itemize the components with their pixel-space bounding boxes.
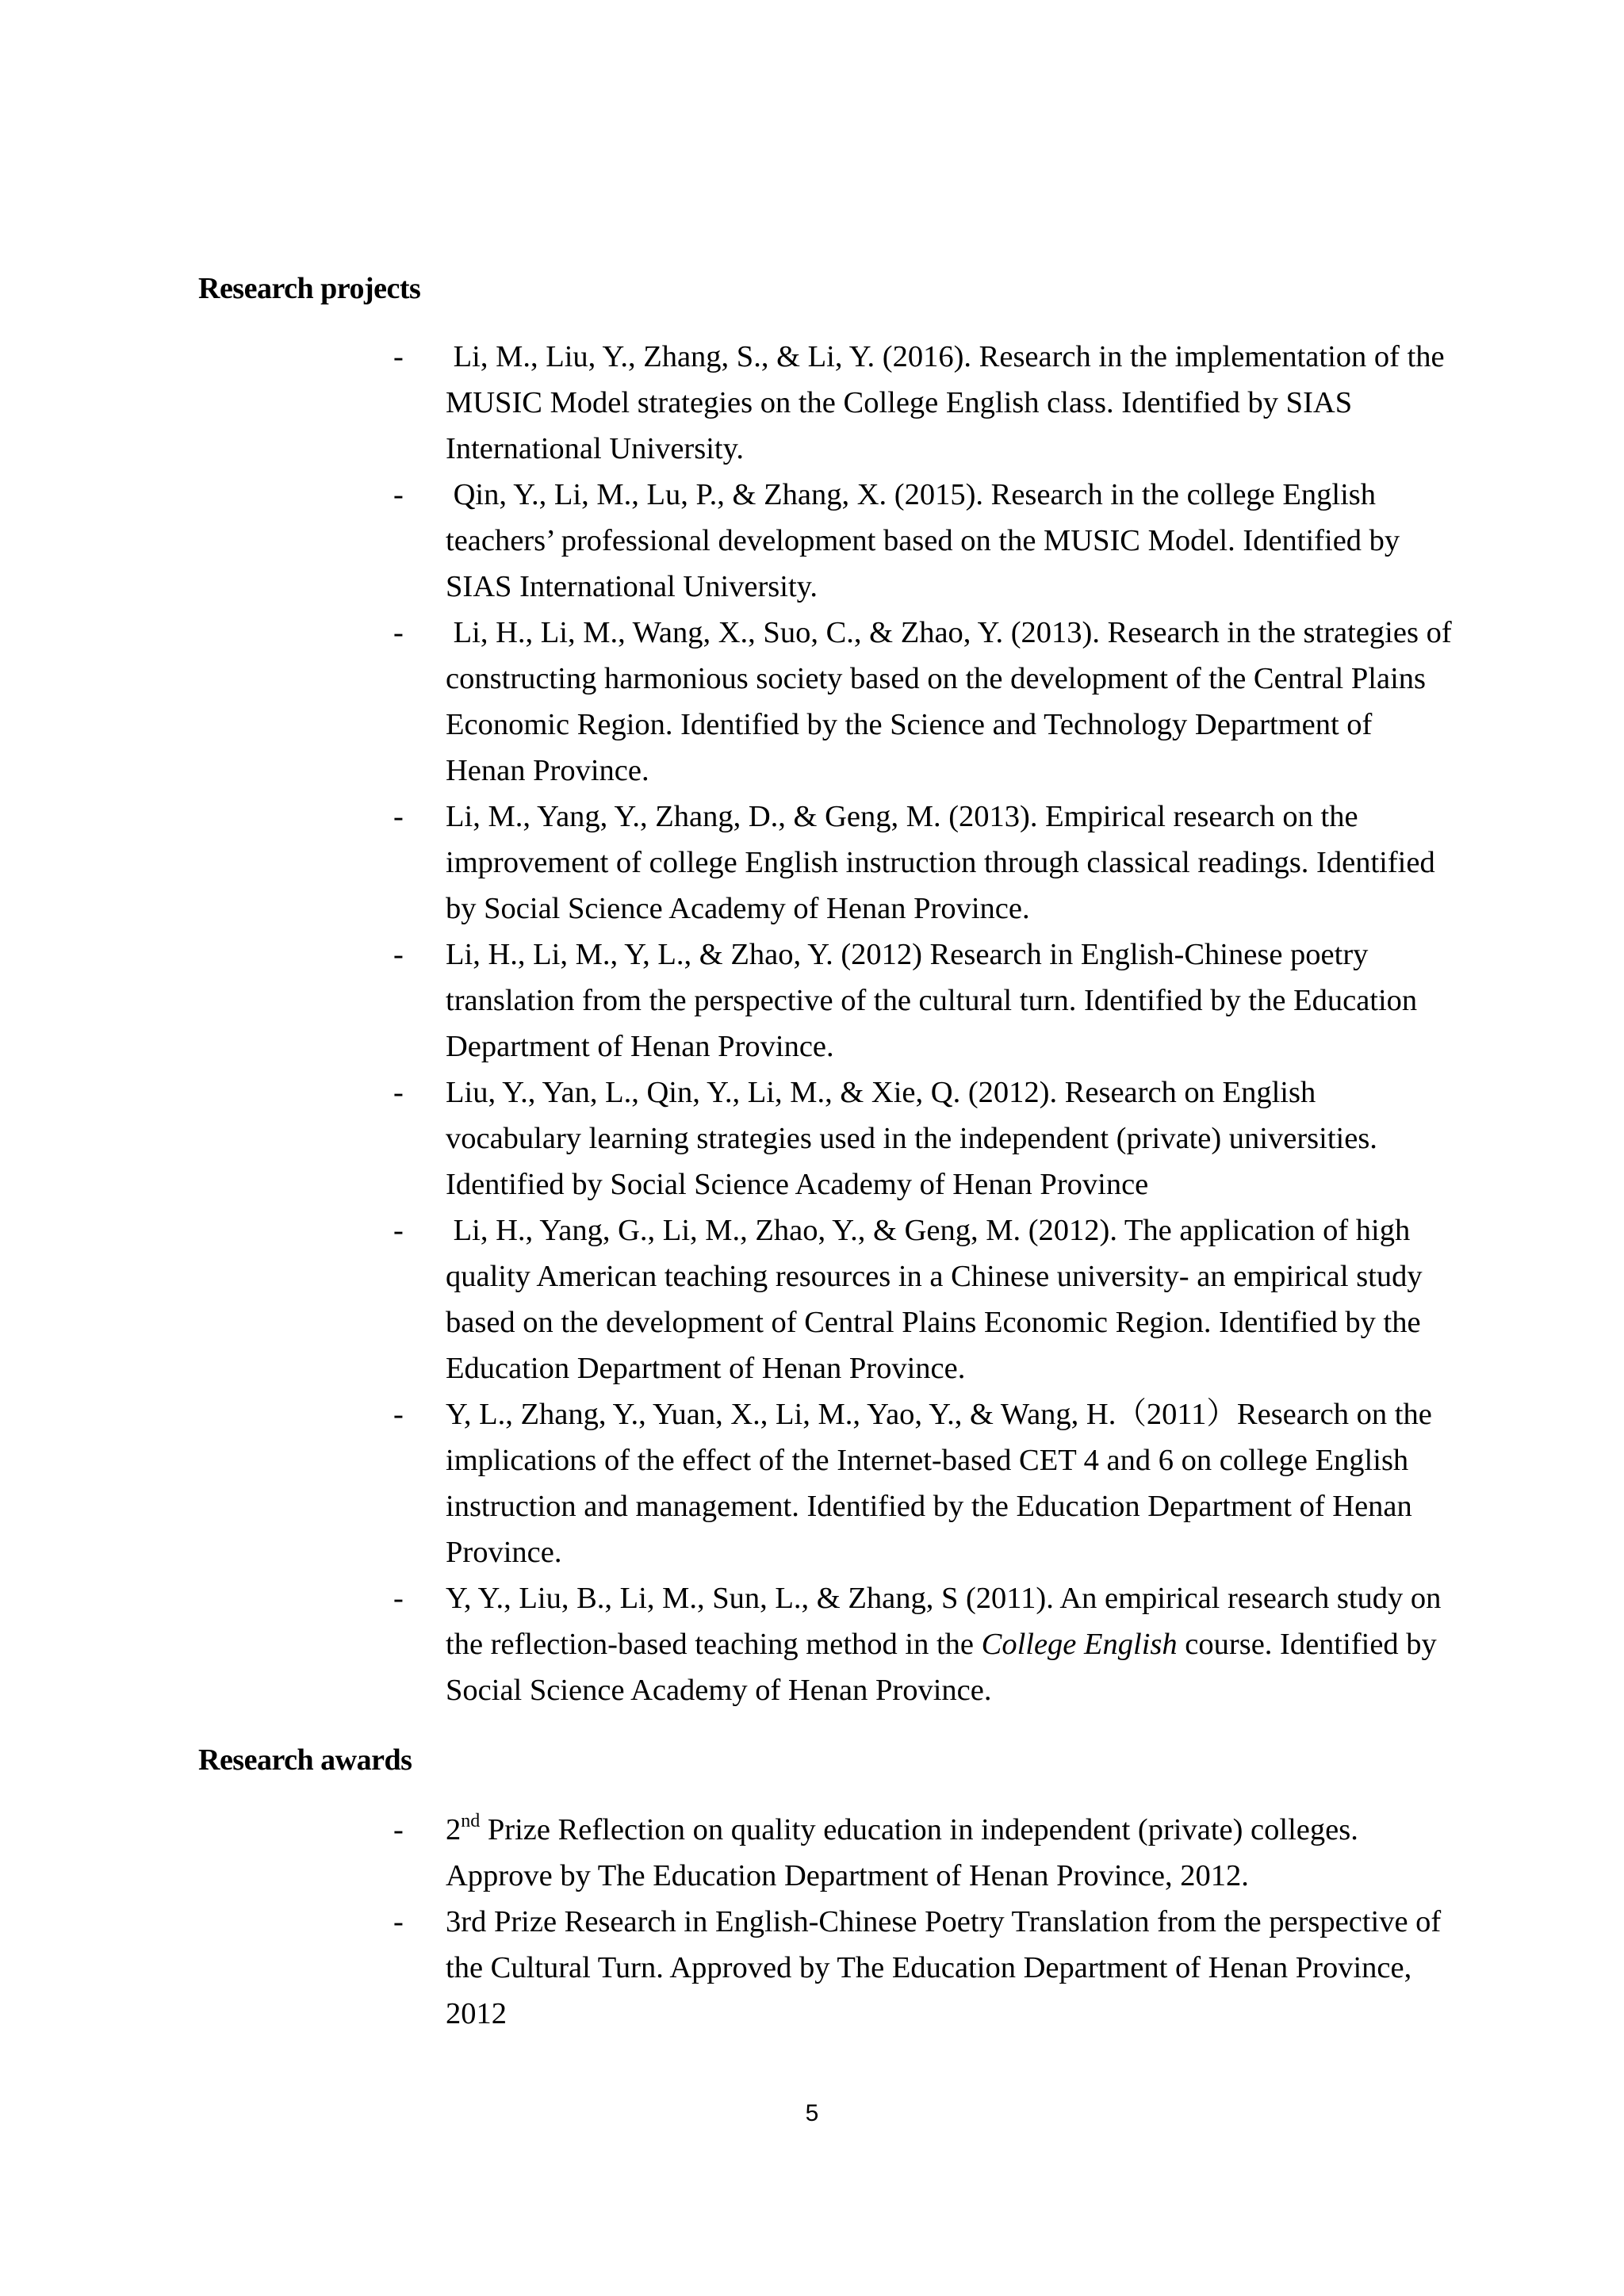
project-entry-text: Li, H., Li, M., Wang, X., Suo, C., & Zhao, Y. (2013). Research in the strategies of constructing harmonious society based on the development of the Central Plains Economic Region. Identified by the Science and Technology Department of Henan Province. [446,616,1452,787]
project-entry-text: Y, L., Zhang, Y., Yuan, X., Li, M., Yao, Y., & Wang, H.（2011）Research on the implications of the effect of the Internet-based CET 4 and 6 on college English instruction and management. Identified by the Education Department of Henan Province. [446,1398,1432,1569]
research-awards-list [393,1807,1456,2037]
list-dash: - [393,938,404,971]
award-entry [393,1899,1456,2037]
course-title: College English [981,1628,1178,1661]
list-dash: - [393,1905,404,1938]
page-number: 5 [805,2100,819,2126]
project-entry-text: Qin, Y., Li, M., Lu, P., & Zhang, X. (2015). Research in the college English teachers’ professional development based on the MUSIC Model. Identified by SIAS International University. [446,478,1400,603]
project-entry [393,794,1456,932]
prize-ordinal-suffix: nd [461,1811,481,1831]
project-entry [393,472,1456,610]
list-dash: - [393,478,404,511]
project-entry [393,1575,1456,1713]
list-dash: - [393,616,404,649]
list-dash: - [393,1813,404,1846]
project-entry-text: Liu, Y., Yan, L., Qin, Y., Li, M., & Xie, Q. (2012). Research on English vocabulary learning strategies used in the independent (private) universities. Identified by Social Science Academy of Henan Province [446,1076,1377,1201]
project-entry [393,610,1456,794]
award-entry-text: Prize Reflection on quality education in independent (private) colleges. Approve by The Education Department of Henan Province, 2012. [446,1813,1358,1892]
section-heading-research-awards: Research awards [198,1743,412,1777]
section-heading-research-projects: Research projects [198,272,421,305]
project-entry-text: Li, M., Liu, Y., Zhang, S., & Li, Y. (2016). Research in the implementation of the MUSIC Model strategies on the College English class. Identified by SIAS International University. [446,340,1445,465]
project-entry-text: Y, Y., Liu, B., Li, M., Sun, L., & Zhang, S (2011). An empirical research study on the reflection-based teaching method in the [446,1582,1442,1661]
project-entry-text: Li, H., Yang, G., Li, M., Zhao, Y., & Geng, M. (2012). The application of high quality American teaching resources in a Chinese university- an empirical study based on the development of Central Plains Economic Region. Identified by the Education Department of Henan Province. [446,1214,1423,1385]
list-dash: - [393,1214,404,1247]
project-entry-text: Li, H., Li, M., Y, L., & Zhao, Y. (2012) Research in English-Chinese poetry translation from the perspective of the cultural turn. Identified by the Education Department of Henan Province. [446,938,1418,1063]
project-entry [393,932,1456,1070]
list-dash: - [393,1076,404,1109]
project-entry-text: Li, M., Yang, Y., Zhang, D., & Geng, M. (2013). Empirical research on the improvement of college English instruction through classical readings. Identified by Social Science Academy of Henan Province. [446,800,1435,925]
award-entry [393,1807,1456,1899]
research-projects-list [393,334,1456,1713]
project-entry [393,334,1456,472]
project-entry [393,1391,1456,1575]
project-entry-text: course. Identified by Social Science Academy of Henan Province. [446,1628,1437,1707]
list-dash: - [393,1582,404,1615]
project-entry [393,1070,1456,1207]
award-entry-text: 3rd Prize Research in English-Chinese Poetry Translation from the perspective of the Cultural Turn. Approved by The Education Department of Henan Province, 2012 [446,1905,1442,2030]
list-dash: - [393,340,404,373]
prize-number: 2 [446,1813,462,1846]
list-dash: - [393,1398,404,1431]
project-entry [393,1207,1456,1391]
list-dash: - [393,800,404,833]
